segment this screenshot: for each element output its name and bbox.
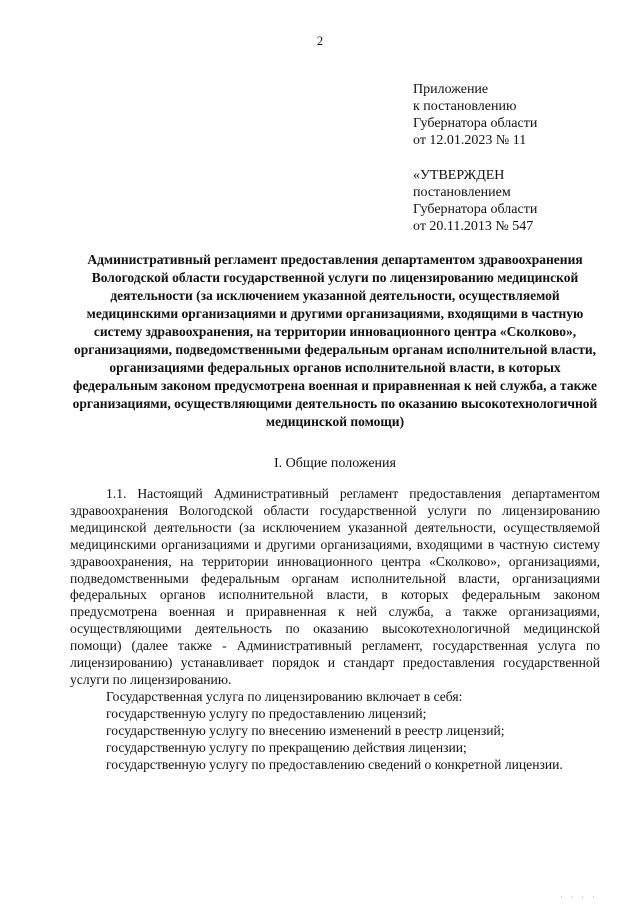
annex-line: от 12.01.2023 № 11	[413, 133, 527, 148]
body-text	[70, 486, 600, 773]
annex-line: к постановлению	[413, 99, 517, 114]
document-title: Административный регламент предоставления департаментом здравоохранения Вологодской области государственной услуги по лицензированию медицинской деятельности (за исключением указанной деятельности, осуществляемой медицинскими организациями и другими организациями, входящими в частную систему здравоохранения, на территории инновационного центра «Сколково», организациями, подведомственными федеральным органам исполнительной власти, организациями федеральных органов исполнительной власти, в которых федеральным законом предусмотрена военная и приравненная к ней служба, а также организациями, осуществляющими деятельность по оказанию высокотехнологичной медицинской помощи)	[72, 252, 598, 429]
list-item: государственную услугу по внесению изменений в реестр лицензий;	[106, 722, 505, 738]
list-item: государственную услугу по предоставлению сведений о конкретной лицензии.	[106, 756, 563, 772]
annex-line: Приложение	[413, 82, 489, 97]
annex-line: Губернатора области	[413, 116, 538, 131]
approved-line: от 20.11.2013 № 547	[413, 219, 534, 234]
page-number: 2	[316, 34, 324, 48]
paragraph-1-1: 1.1. Настоящий Административный регламент предоставления департаментом здравоохранения Вологодской области государственной услуги по лицензированию медицинской деятельности (за исключением указанной деятельности, осуществляемой медицинскими организациями и другими организациями, входящими в частную систему здравоохранения, на территории инновационного центра «Сколково», организациями, подведомственными федеральным органам исполнительной власти, организациями федеральных органов исполнительной власти, в которых федеральным законом предусмотрена военная и приравненная к ней служба, а также организациями, осуществляющими деятельность по оказанию высокотехнологичной медицинской помощи) (далее также - Административный регламент, государственная услуга по лицензированию) устанавливает порядок и стандарт предоставления государственной услуги по лицензированию.	[70, 486, 600, 687]
list-item: государственную услугу по прекращению действия лицензии;	[106, 739, 467, 755]
paragraph: Государственная услуга по лицензированию включает в себя:	[106, 688, 463, 704]
approved-block	[413, 167, 537, 235]
annex-block	[413, 81, 537, 149]
approved-line: «УТВЕРЖДЕН	[413, 168, 505, 183]
approved-line: Губернатора области	[413, 202, 538, 217]
list-item: государственную услугу по предоставлению лицензий;	[106, 705, 427, 721]
scan-artifact: · · · ·	[560, 893, 598, 902]
section-heading: I. Общие положения	[274, 456, 396, 471]
approved-line: постановлением	[413, 185, 511, 200]
